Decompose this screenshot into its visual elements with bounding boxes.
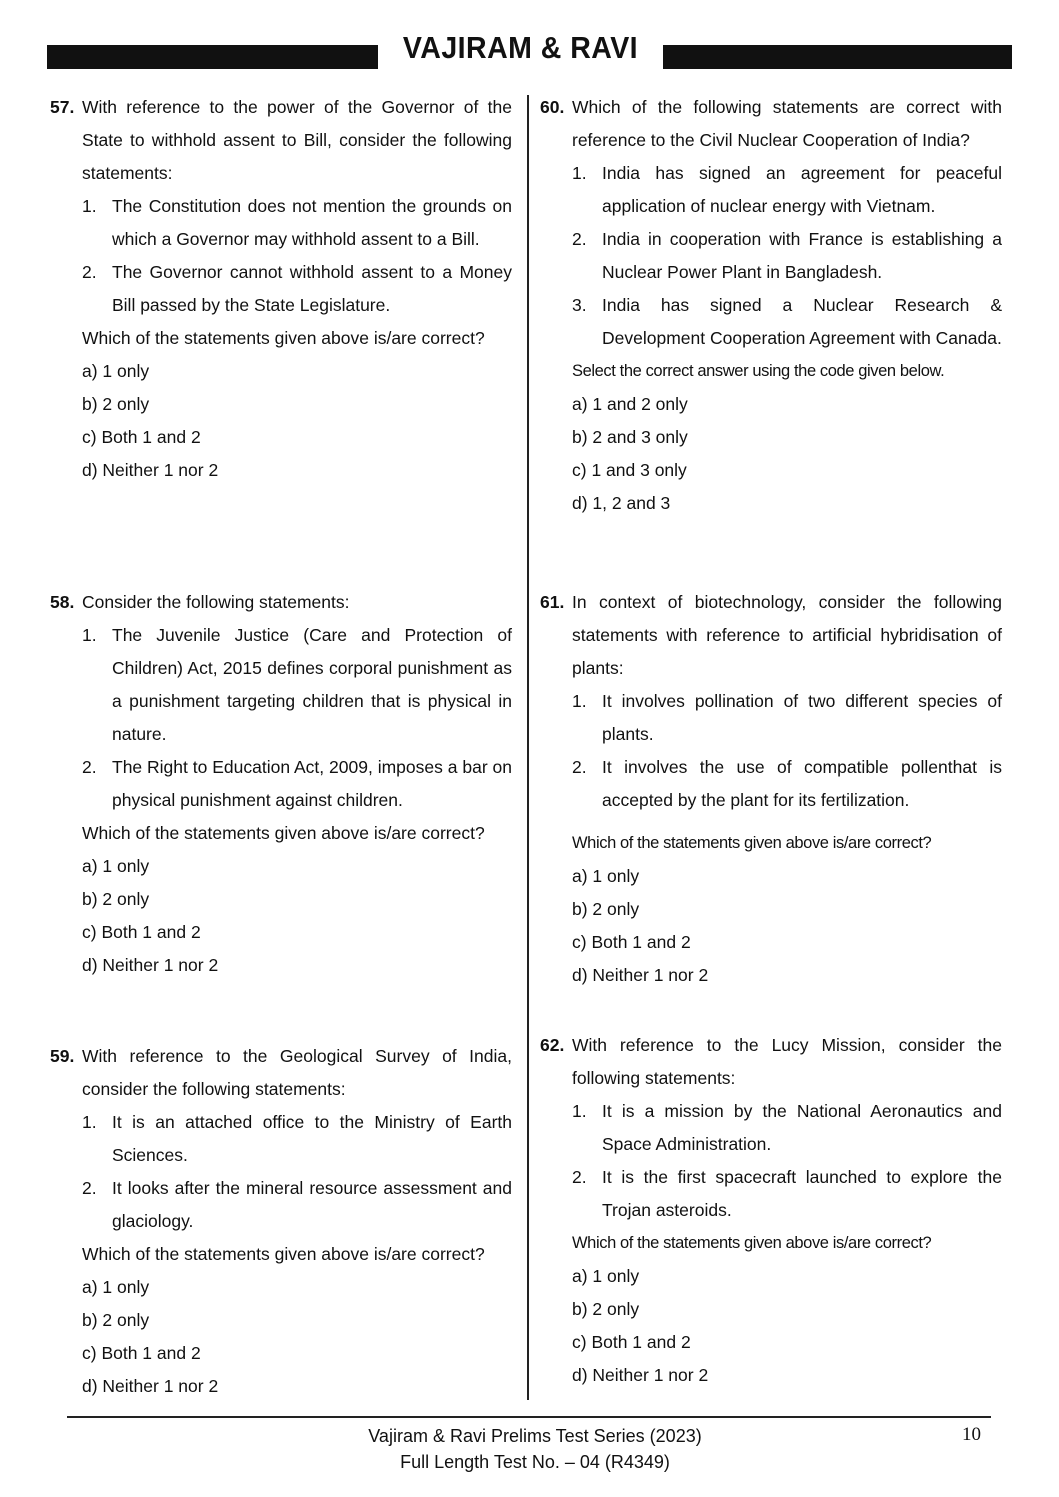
answer-option: b) 2 and 3 only: [572, 427, 688, 447]
question-stem: [50, 91, 512, 190]
footer-rule: [67, 1416, 991, 1418]
question-number: 58.: [50, 592, 75, 612]
question-prompt: Which of the statements given above is/are correct?: [82, 1244, 485, 1264]
statement: [540, 223, 1002, 289]
answer-option: a) 1 and 2 only: [572, 394, 688, 414]
statement: [540, 157, 1002, 223]
statement-text: India has signed an agreement for peaceful application of nuclear energy with Vietnam.: [602, 163, 1002, 216]
answer-option: d) Neither 1 nor 2: [82, 955, 219, 975]
question-61: [540, 586, 1002, 992]
question-59: [50, 1040, 512, 1403]
statement-number: 2.: [572, 229, 587, 249]
statement-text: The Constitution does not mention the grounds on which a Governor may withhold assent to a Bill.: [112, 196, 512, 249]
statement: [540, 1095, 1002, 1161]
statement-number: 1.: [572, 163, 587, 183]
question-number: 60.: [540, 97, 565, 117]
statement-number: 1.: [572, 1101, 587, 1121]
answer-option: d) Neither 1 nor 2: [82, 1376, 219, 1396]
question-number: 59.: [50, 1046, 75, 1066]
statement-text: It is an attached office to the Ministry of Earth Sciences.: [112, 1112, 512, 1165]
footer-test: Full Length Test No. – 04 (R4349): [400, 1452, 670, 1472]
stem-text: Which of the following statements are correct with reference to the Civil Nuclear Cooperation of India?: [572, 97, 1002, 150]
answer-option: c) Both 1 and 2: [82, 922, 201, 942]
statement-text: The Right to Education Act, 2009, imposes a bar on physical punishment against children.: [112, 757, 512, 810]
question-60: [540, 91, 1002, 520]
answer-option: a) 1 only: [572, 866, 640, 886]
footer-series: Vajiram & Ravi Prelims Test Series (2023): [368, 1426, 702, 1446]
question-prompt: Which of the statements given above is/are correct?: [572, 834, 932, 852]
statement: [540, 751, 1002, 817]
statement-text: India in cooperation with France is establishing a Nuclear Power Plant in Bangladesh.: [602, 229, 1002, 282]
question-57: [50, 91, 512, 487]
statement-text: It involves the use of compatible pollenthat is accepted by the plant for its fertilization.: [602, 757, 1002, 810]
statement-number: 1.: [82, 1112, 97, 1132]
statement-number: 3.: [572, 295, 587, 315]
statement-text: India has signed a Nuclear Research & Development Cooperation Agreement with Canada.: [602, 295, 1002, 348]
statement-number: 2.: [572, 1167, 587, 1187]
statement: [540, 685, 1002, 751]
answer-option: b) 2 only: [82, 1310, 150, 1330]
header-bar-left: [47, 45, 378, 69]
question-prompt: Select the correct answer using the code given below.: [572, 362, 945, 380]
statement: [50, 256, 512, 322]
statement: [50, 751, 512, 817]
statement-number: 1.: [82, 196, 97, 216]
answer-option: a) 1 only: [82, 1277, 150, 1297]
statement: [50, 1172, 512, 1238]
answer-option: b) 2 only: [82, 889, 150, 909]
statement: [540, 289, 1002, 355]
stem-text: Consider the following statements:: [82, 592, 350, 612]
statement-text: The Governor cannot withhold assent to a Money Bill passed by the State Legislature.: [112, 262, 512, 315]
answer-option: a) 1 only: [572, 1266, 640, 1286]
statement-text: It is a mission by the National Aeronautics and Space Administration.: [602, 1101, 1002, 1154]
answer-option: a) 1 only: [82, 856, 150, 876]
statement: [540, 1161, 1002, 1227]
answer-option: b) 2 only: [572, 899, 640, 919]
answer-option: c) Both 1 and 2: [572, 932, 691, 952]
statement-text: It involves pollination of two different species of plants.: [602, 691, 1002, 744]
statement-number: 2.: [82, 262, 97, 282]
question-prompt: Which of the statements given above is/are correct?: [82, 823, 485, 843]
question-number: 62.: [540, 1035, 565, 1055]
question-prompt: Which of the statements given above is/are correct?: [82, 328, 485, 348]
statement: [50, 619, 512, 751]
question-stem: [540, 91, 1002, 157]
question-prompt: Which of the statements given above is/are correct?: [572, 1234, 932, 1252]
stem-text: With reference to the Geological Survey of India, consider the following statements:: [82, 1046, 512, 1099]
question-number: 61.: [540, 592, 565, 612]
answer-option: b) 2 only: [572, 1299, 640, 1319]
question-stem: [540, 1029, 1002, 1095]
answer-option: d) Neither 1 nor 2: [82, 460, 219, 480]
statement-number: 2.: [82, 757, 97, 777]
answer-option: c) Both 1 and 2: [572, 1332, 691, 1352]
stem-text: In context of biotechnology, consider the following statements with reference to artificial hybridisation of plants:: [572, 592, 1002, 678]
question-58: [50, 586, 512, 982]
answer-option: b) 2 only: [82, 394, 150, 414]
answer-option: c) 1 and 3 only: [572, 460, 687, 480]
answer-option: d) Neither 1 nor 2: [572, 965, 709, 985]
answer-option: c) Both 1 and 2: [82, 1343, 201, 1363]
answer-option: d) Neither 1 nor 2: [572, 1365, 709, 1385]
statement-number: 1.: [82, 625, 97, 645]
statement-text: The Juvenile Justice (Care and Protection of Children) Act, 2015 defines corporal punishment as a punishment targeting children that is physical in nature.: [112, 625, 512, 744]
question-62: [540, 1029, 1002, 1392]
statement-number: 1.: [572, 691, 587, 711]
stem-text: With reference to the Lucy Mission, consider the following statements:: [572, 1035, 1002, 1088]
header-bar-right: [663, 45, 1012, 69]
statement: [50, 1106, 512, 1172]
question-stem: [540, 586, 1002, 685]
answer-option: d) 1, 2 and 3: [572, 493, 671, 513]
statement-text: It is the first spacecraft launched to explore the Trojan asteroids.: [602, 1167, 1002, 1220]
brand-title: VAJIRAM & RAVI: [402, 30, 639, 65]
stem-text: With reference to the power of the Governor of the State to withhold assent to Bill, consider the following statements:: [82, 97, 512, 183]
statement-text: It looks after the mineral resource assessment and glaciology.: [112, 1178, 512, 1231]
page-number: 10: [962, 1424, 981, 1445]
statement-number: 2.: [572, 757, 587, 777]
question-number: 57.: [50, 97, 75, 117]
column-divider: [527, 95, 529, 1400]
answer-option: c) Both 1 and 2: [82, 427, 201, 447]
answer-option: a) 1 only: [82, 361, 150, 381]
question-stem: [50, 586, 512, 619]
statement: [50, 190, 512, 256]
question-stem: [50, 1040, 512, 1106]
statement-number: 2.: [82, 1178, 97, 1198]
